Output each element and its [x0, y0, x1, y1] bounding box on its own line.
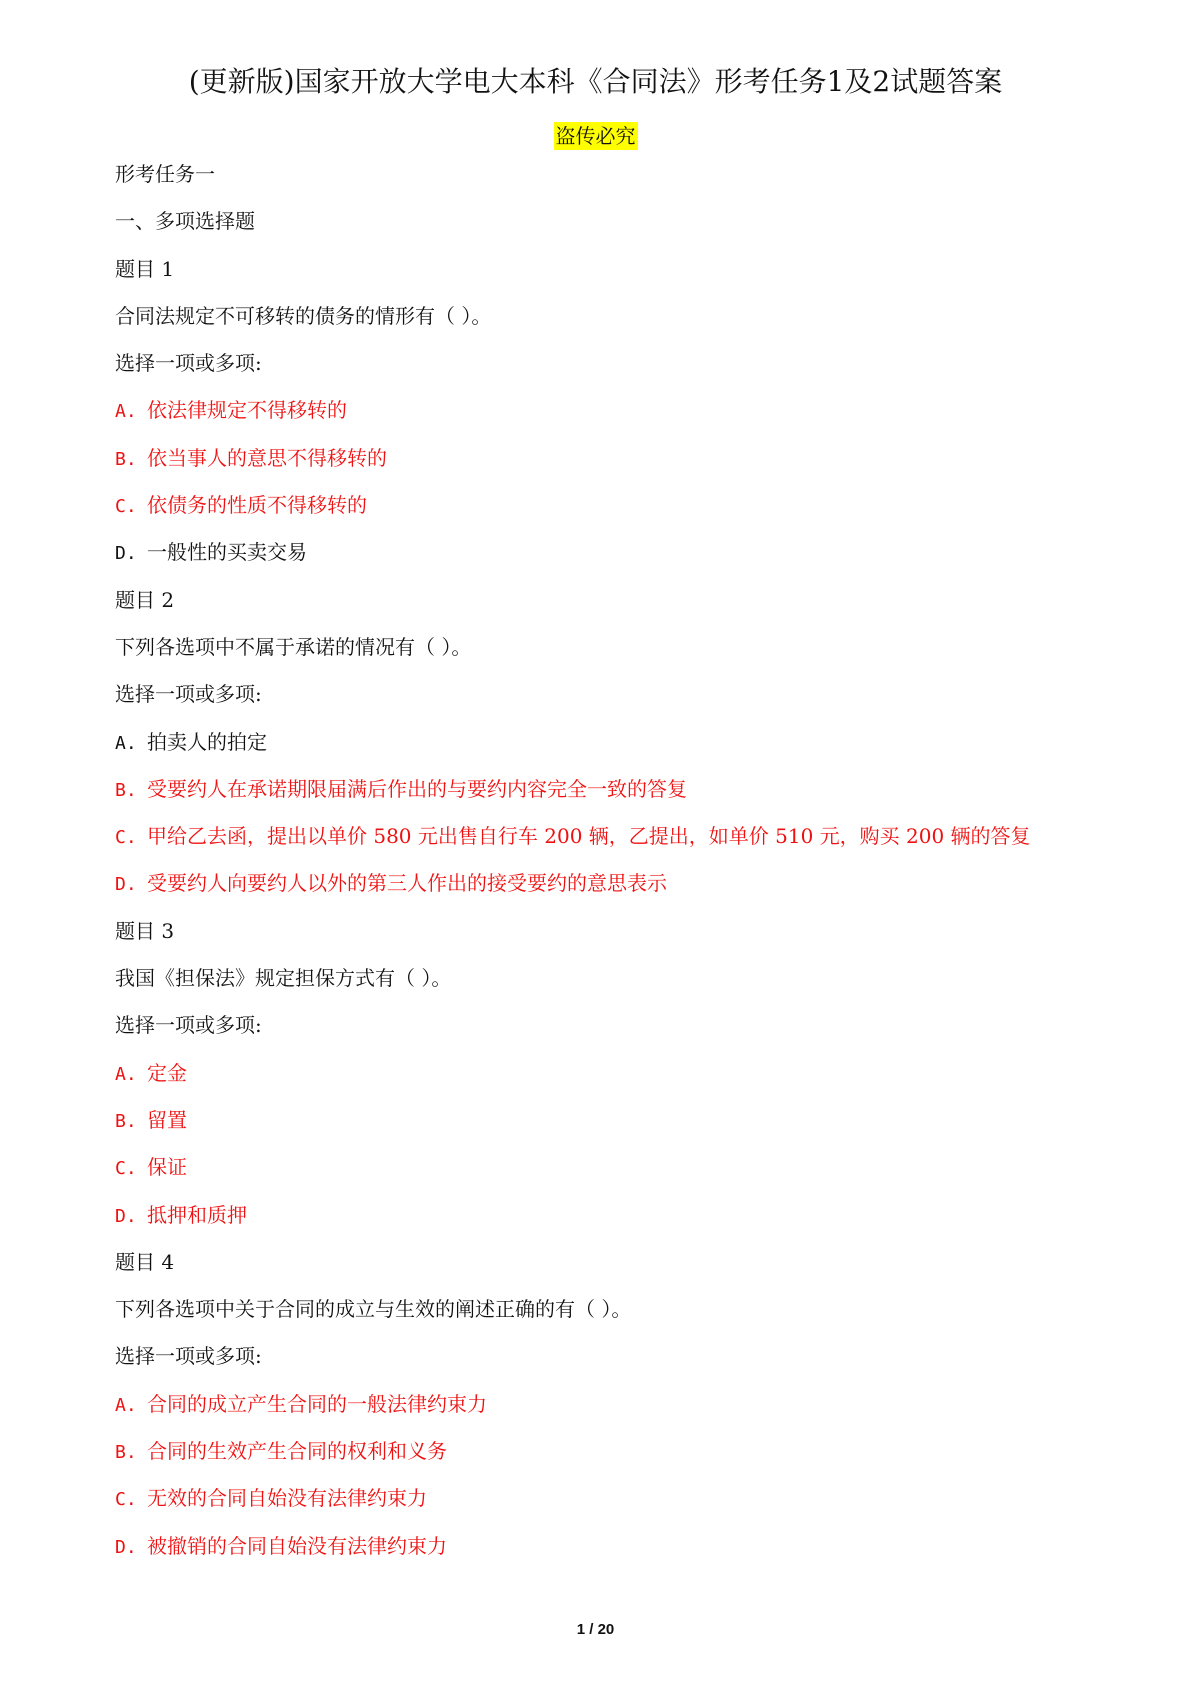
option-letter: C. [115, 827, 137, 849]
option-letter: C. [115, 1489, 137, 1511]
option-text: 依当事人的意思不得移转的 [147, 445, 387, 470]
answer-option-correct [115, 1388, 1075, 1435]
choose-prompt: 选择一项或多项: [115, 1013, 262, 1038]
option-letter: D. [115, 1205, 137, 1227]
option-letter: C. [115, 496, 137, 518]
option-letter: D. [115, 543, 137, 565]
option-letter: B. [115, 779, 137, 801]
question-text: 合同法规定不可移转的债务的情形有（ ）。 [115, 303, 492, 328]
question-text: 下列各选项中关于合同的成立与生效的阐述正确的有（ ）。 [115, 1297, 632, 1322]
answer-option-correct [115, 394, 1075, 441]
option-text: 留置 [147, 1107, 187, 1132]
option-letter: A. [115, 732, 137, 754]
option-text: 抵押和质押 [147, 1202, 247, 1227]
option-text: 合同的生效产生合同的权利和义务 [147, 1439, 447, 1464]
question-text: 下列各选项中不属于承诺的情况有（ ）。 [115, 634, 472, 659]
option-text: 受要约人在承诺期限届满后作出的与要约内容完全一致的答复 [147, 776, 687, 801]
choose-prompt: 选择一项或多项: [115, 1344, 262, 1369]
question-number: 题目 3 [115, 918, 175, 943]
question-number: 题目 2 [115, 587, 175, 612]
option-letter: A. [115, 1394, 137, 1416]
stamp-wrap [0, 122, 1191, 150]
piracy-warning-stamp: 盗传必究 [555, 124, 636, 148]
option-text: 拍卖人的拍定 [147, 729, 267, 754]
answer-option-correct [115, 1057, 1075, 1104]
document-title: (更新版)国家开放大学电大本科《合同法》形考任务1及2试题答案 [188, 65, 1003, 98]
choose-prompt: 选择一项或多项: [115, 351, 262, 376]
question-list [115, 253, 1075, 1577]
section-heading: 形考任务一 [115, 162, 215, 186]
question-number: 题目 1 [115, 256, 175, 281]
document-body [115, 158, 1075, 1577]
option-text: 甲给乙去函，提出以单价 580 元出售自行车 200 辆，乙提出，如单价 510 元，购买 200 辆的答复 [147, 824, 1031, 849]
option-letter: B. [115, 448, 137, 470]
answer-option-correct [115, 1104, 1075, 1151]
page-number: 1 / 20 [576, 1621, 615, 1638]
answer-option-correct [115, 1530, 1075, 1577]
choose-prompt: 选择一项或多项: [115, 682, 262, 707]
option-text: 受要约人向要约人以外的第三人作出的接受要约的意思表示 [147, 871, 667, 896]
option-text: 一般性的买卖交易 [147, 540, 307, 565]
option-text: 依债务的性质不得移转的 [147, 493, 367, 518]
answer-option-correct [115, 820, 1075, 867]
option-letter: C. [115, 1158, 137, 1180]
question-text: 我国《担保法》规定担保方式有（ ）。 [115, 966, 452, 991]
option-text: 定金 [147, 1060, 187, 1085]
answer-option-correct [115, 773, 1075, 820]
option-text: 无效的合同自始没有法律约束力 [147, 1486, 427, 1511]
answer-option-correct [115, 1435, 1075, 1482]
answer-option [115, 726, 1075, 773]
answer-option-correct [115, 489, 1075, 536]
answer-option-correct [115, 1482, 1075, 1529]
answer-option-correct [115, 442, 1075, 489]
option-letter: A. [115, 401, 137, 423]
option-letter: B. [115, 1442, 137, 1464]
option-letter: D. [115, 874, 137, 896]
option-letter: B. [115, 1110, 137, 1132]
part-heading: 一、多项选择题 [115, 209, 255, 234]
option-text: 合同的成立产生合同的一般法律约束力 [147, 1391, 487, 1416]
question-number: 题目 4 [115, 1249, 175, 1274]
option-text: 依法律规定不得移转的 [147, 398, 347, 423]
answer-option-correct [115, 867, 1075, 914]
option-text: 保证 [147, 1155, 187, 1180]
answer-option [115, 536, 1075, 583]
option-letter: D. [115, 1536, 137, 1558]
answer-option-correct [115, 1199, 1075, 1246]
option-text: 被撤销的合同自始没有法律约束力 [147, 1533, 447, 1558]
option-letter: A. [115, 1063, 137, 1085]
answer-option-correct [115, 1151, 1075, 1198]
